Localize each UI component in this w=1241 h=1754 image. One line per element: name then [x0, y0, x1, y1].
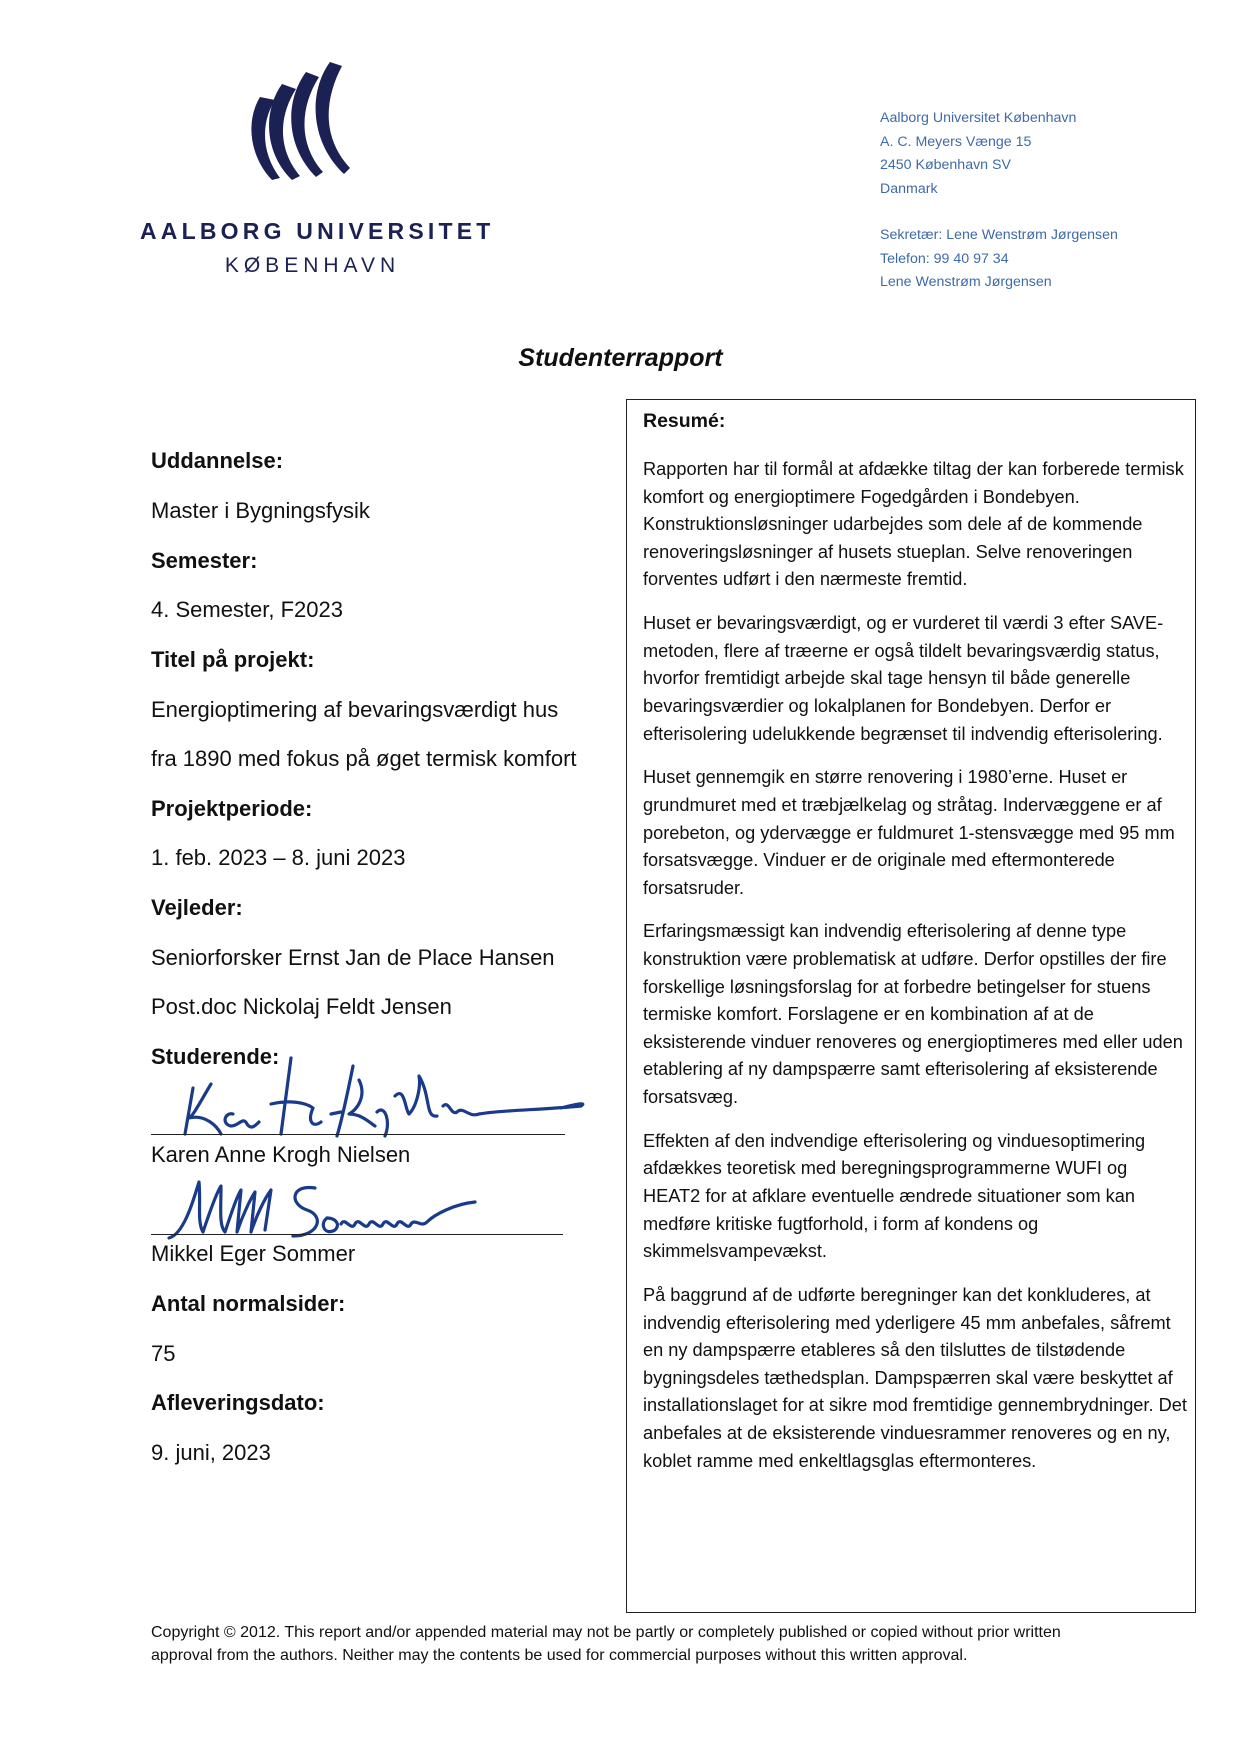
project-title-line-1: Energioptimering af bevaringsværdigt hus — [151, 697, 559, 722]
address-line: Aalborg Universitet København — [880, 110, 1077, 126]
address-block — [880, 107, 1118, 295]
student-1: Karen Anne Krogh Nielsen — [151, 1142, 411, 1167]
address-line: Danmark — [880, 180, 938, 197]
education-value: Master i Bygningsfysik — [151, 498, 370, 523]
period-value: 1. feb. 2023 – 8. juni 2023 — [151, 845, 406, 870]
signature-line-2 — [151, 1234, 563, 1235]
address-line: A. C. Meyers Vænge 15 — [880, 133, 1032, 150]
project-title-line-2: fra 1890 med fokus på øget termisk komfort — [151, 746, 577, 771]
supervisor-2: Post.doc Nickolaj Feldt Jensen — [151, 994, 452, 1019]
abstract-paragraph: Huset er bevaringsværdigt, og er vurderet til værdi 3 efter SAVE-metoden, flere af træerne er også tildelt bevaringsværdig status, hvorfor fremtidigt arbejde skal tage hensyn til både generelle bevaringsværdier og lokalplanen for Bondebyen. Derfor er efterisolering udelukkende begrænset til indvendig efterisolering. — [643, 613, 1164, 744]
abstract-paragraph: Huset gennemgik en større renovering i 1980’erne. Huset er grundmuret med et træbjælkelag og stråtag. Indervæggene er af porebeton, og ydervægge er fuldmuret 1-stensvægge med 95 mm forsatsvægge. Vinduer er de originale med eftermonterede forsatsruder. — [643, 767, 1175, 898]
education-label: Uddannelse: — [151, 448, 284, 473]
semester-label: Semester: — [151, 548, 258, 573]
contact-line: Lene Wenstrøm Jørgensen — [880, 274, 1052, 290]
secretary-line: Sekretær: Lene Wenstrøm Jørgensen — [880, 227, 1118, 243]
student-2: Mikkel Eger Sommer — [151, 1241, 356, 1266]
university-name: AALBORG UNIVERSITET — [140, 218, 495, 244]
pages-value: 75 — [151, 1341, 176, 1366]
abstract-paragraph: Effekten af den indvendige efterisolering og vinduesoptimering afdækkes teoretisk med beregningsprogrammerne WUFI og HEAT2 for at afklare eventuelle ændrede situationer som kan medføre kritiske fugtforhold, i form af kondens og skimmelsvampevækst. — [643, 1130, 1146, 1262]
abstract-paragraph: På baggrund af de udførte beregninger kan det konkluderes, at indvendig efterisolering med yderligere 45 mm anbefales, såfremt en ny dampspærre etableres så den tilsluttes de tilstødende bygningsdeles tæthedsplan. Dampspærren skal være beskyttet af installationslaget for at sikre mod fremtidige gennembrydninger. Det anbefales at de eksisterende vinduesrammer renoveres og en ny, koblet ramme med enkeltlagsglas eftermonteres. — [643, 1284, 1187, 1471]
pages-label: Antal normalsider: — [151, 1291, 346, 1316]
supervisor-1: Seniorforsker Ernst Jan de Place Hansen — [151, 945, 555, 970]
delivery-label: Afleveringsdato: — [151, 1390, 325, 1415]
abstract-paragraph: Rapporten har til formål at afdække tiltag der kan forberede termisk komfort og energioptimere Fogedgården i Bondebyen. Konstruktionsløsninger udarbejdes som dele af de kommende renoveringsløsninger af husets stueplan. Selve renoveringen forventes udført i den nærmeste fremtid. — [643, 459, 1184, 590]
signature-karen — [181, 1056, 601, 1141]
project-title-label: Titel på projekt: — [151, 647, 315, 672]
abstract-paragraph: Erfaringsmæssigt kan indvendig efterisolering af denne type konstruktion være problematisk at udføre. Derfor opstilles der fire forskellige løsningsforslag for at forbedre betingelser for stuens termiske komfort. Forslagene er en kombination af at de eksisterende vinduer renoveres og energioptimeres med eller uden etablering af ny dampspærre samt efterisolering af eksisterende forsatsvæg. — [643, 921, 1183, 1108]
students-label: Studerende: — [151, 1044, 280, 1069]
supervisor-label: Vejleder: — [151, 895, 243, 920]
delivery-value: 9. juni, 2023 — [151, 1440, 271, 1465]
copyright-footer: Copyright © 2012. This report and/or appended material may not be partly or completely published or copied without prior written approval from the authors. Neither may the contents be used for commercial purposes without this written approval. — [151, 1624, 1061, 1664]
period-label: Projektperiode: — [151, 796, 313, 821]
abstract-heading: Resumé: — [643, 410, 726, 432]
abstract-box — [626, 399, 1196, 1613]
university-logo — [140, 62, 495, 287]
document-title: Studenterrapport — [518, 344, 723, 372]
phone-line: Telefon: 99 40 97 34 — [880, 250, 1009, 267]
aau-wave-logo-icon — [240, 62, 355, 182]
university-city: KØBENHAVN — [224, 254, 401, 277]
address-line: 2450 København SV — [880, 157, 1011, 173]
semester-value: 4. Semester, F2023 — [151, 597, 343, 622]
signature-line-1 — [151, 1134, 565, 1135]
abstract-text — [643, 456, 1188, 1491]
